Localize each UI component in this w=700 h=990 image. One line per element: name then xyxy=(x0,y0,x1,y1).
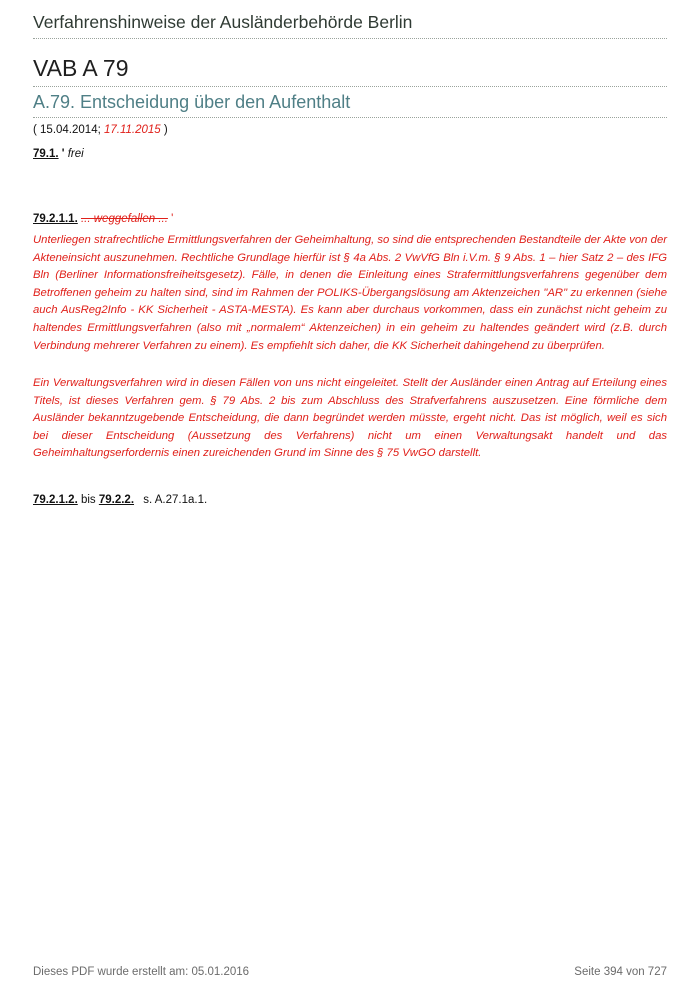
document-header-title: Verfahrenshinweise der Ausländerbehörde Berlin xyxy=(33,12,667,39)
footer-page-number: Seite 394 von 727 xyxy=(574,966,667,978)
section-79-2-1-1-struck-text: ... weggefallen ... xyxy=(80,213,168,225)
cross-reference-text: s. A.27.1a.1. xyxy=(143,494,208,506)
date-amended: 17.11.2015 xyxy=(103,124,161,136)
version-dates xyxy=(33,124,168,136)
section-79-2-1-2-link[interactable]: 79.2.1.2. xyxy=(33,494,78,506)
document-code: VAB A 79 xyxy=(33,55,667,87)
section-79-2-1-1-heading xyxy=(33,213,667,225)
amended-paragraph: Ein Verwaltungsverfahren wird in diesen Fällen von uns nicht eingeleitet. Stellt der Ausländer einen Antrag auf Erteilung eines Titels, ist dieses Verfahren gem. § 79 Abs. 2 bis zum Abschluss des Strafverfahrens auszusetzen. Eine förmliche dem Ausländer bekanntzugebende Entscheidung, die dann begründet werden müsste, ergeht nicht. Das ist möglich, weil es sich bei dieser Entscheidung (Aussetzung des Verfahrens) nicht um einen Verwaltungsakt handelt und das Geheimhaltungserfordernis einen zureichenden Grund im Sinne des § 75 VwGO darstellt. xyxy=(33,377,667,460)
section-79-2-1-1-paragraph-2 xyxy=(33,375,667,463)
section-79-1 xyxy=(33,148,667,160)
section-79-2-1-1-paragraph-1 xyxy=(33,232,667,355)
dates-close-paren: ) xyxy=(160,124,168,136)
dates-separator: ; xyxy=(97,124,104,136)
section-79-2-1-1-marker: ' xyxy=(171,213,174,225)
section-79-1-link[interactable]: 79.1. xyxy=(33,148,59,160)
section-79-1-marker: ' xyxy=(61,148,65,160)
section-79-2-1-2 xyxy=(33,494,667,506)
section-title: A.79. Entscheidung über den Aufenthalt xyxy=(33,92,667,118)
dates-open-paren: ( xyxy=(33,124,41,136)
page-footer xyxy=(33,966,667,978)
range-connector: bis xyxy=(77,494,99,506)
date-original: 15.04.2014 xyxy=(40,124,98,136)
document-page xyxy=(33,0,667,990)
footer-created-date: Dieses PDF wurde erstellt am: 05.01.2016 xyxy=(33,966,250,978)
amended-paragraph: Unterliegen strafrechtliche Ermittlungsverfahren der Geheimhaltung, so sind die entsprechenden Bestandteile der Akte von der Akteneinsicht auszunehmen. Rechtliche Grundlage hierfür ist § 4a Abs. 2 VwVfG Bln i.V.m. § 9 Abs. 1 – hier Satz 2 – des IFG Bln (Berliner Informationsfreiheitsgesetz). Fälle, in denen die Einleitung eines Strafermittlungsverfahrens gegenüber dem Betroffenen geheim zu halten sind, sind im Rahmen der POLIKS-Übergangslösung am Aktenzeichen "AR" zu erkennen (siehe auch AusReg2Info - KK Sicherheit - ASTA-MESTA). Es kann aber durchaus vorkommen, dass ein zunächst nicht geheim zu haltendes Ermittlungsverfahren (also mit „normalem“ Aktenzeichen) in ein geheim zu haltendes geändert wird (z.B. durch Verbindung mehrerer Verfahren zu einem). Es empfiehlt sich daher, die KK Sicherheit dahingehend zu überprüfen. xyxy=(33,234,667,352)
section-79-2-2-link[interactable]: 79.2.2. xyxy=(98,494,135,506)
section-79-2-1-1-link[interactable]: 79.2.1.1. xyxy=(33,213,78,225)
section-79-1-text: frei xyxy=(67,148,84,160)
